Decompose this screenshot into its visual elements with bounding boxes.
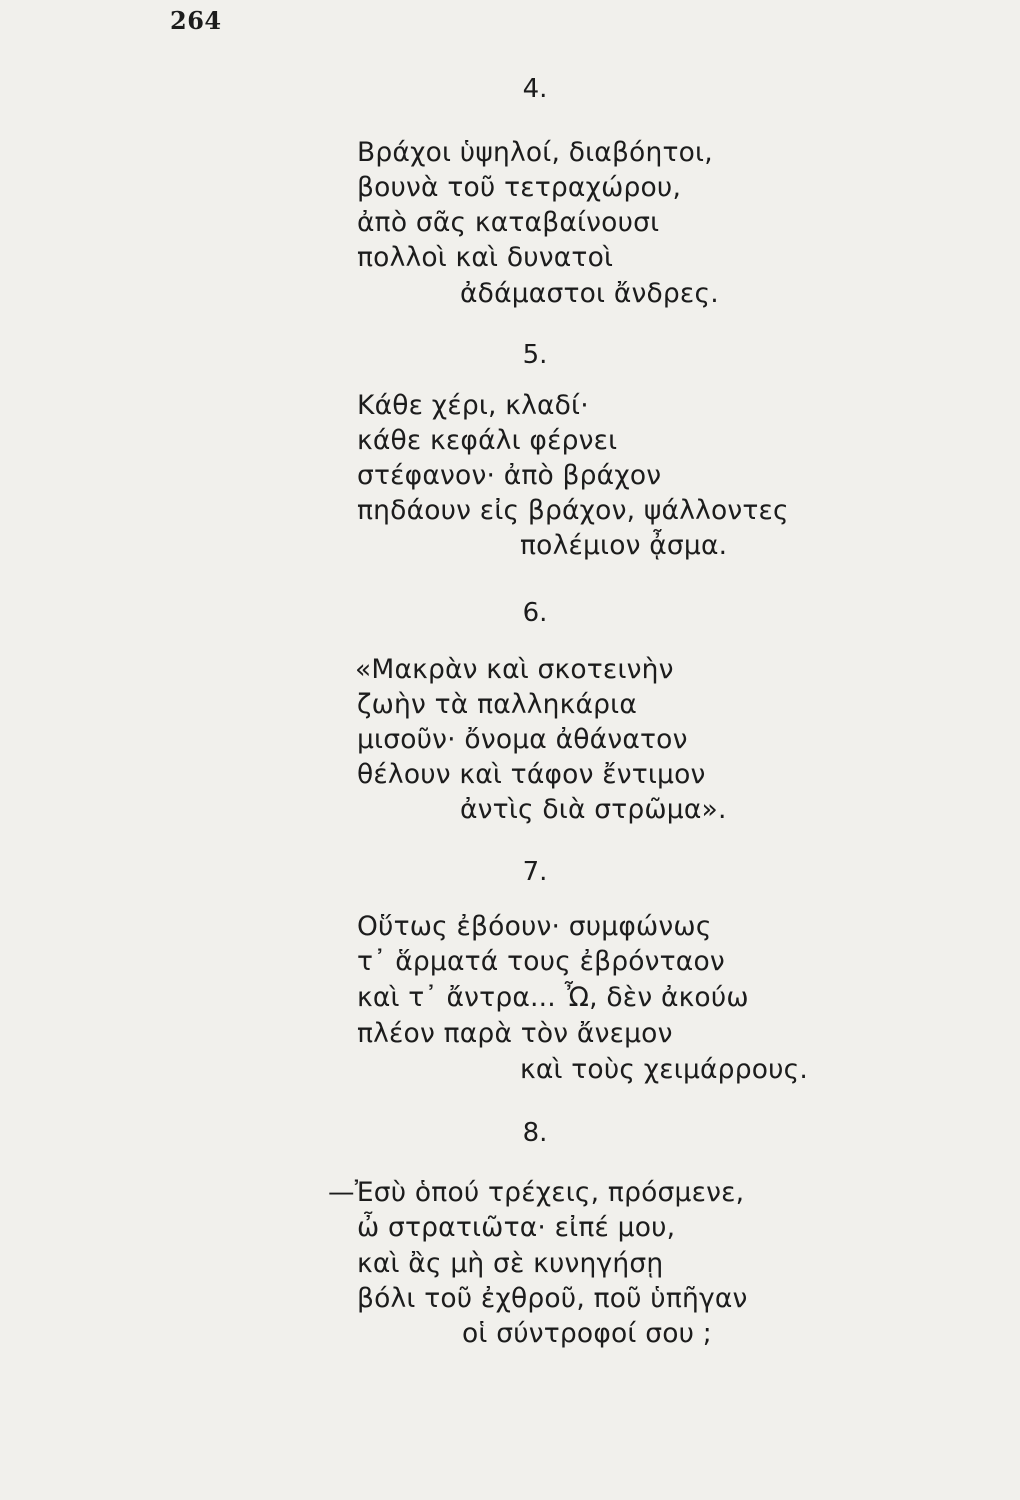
verse-line: πηδάουν εἰς βράχον, ψάλλοντες (357, 495, 789, 526)
verse-line: Βράχοι ὑψηλοί, διαβόητοι, (357, 137, 713, 168)
verse-line: πολλοὶ καὶ δυνατοὶ (357, 242, 614, 273)
verse-line: βόλι τοῦ ἐχθροῦ, ποῦ ὑπῆγαν (357, 1283, 748, 1314)
verse-line: πλέον παρὰ τὸν ἄνεμον (357, 1018, 673, 1049)
verse-line: ἀντὶς διὰ στρῶμα». (460, 794, 727, 825)
page-number: 264 (170, 6, 222, 35)
verse-line: «Μακρὰν καὶ σκοτεινὴν (355, 654, 674, 685)
verse-line: ἀδάμαστοι ἄνδρες. (460, 278, 719, 309)
verse-line: Κάθε χέρι, κλαδί· (357, 390, 589, 421)
verse-line: καὶ ἂς μὴ σὲ κυνηγήσῃ (357, 1248, 664, 1279)
stanza-number: 4. (522, 74, 548, 104)
verse-line: οἱ σύντροφοί σου ; (462, 1318, 712, 1349)
verse-line: ὦ στρατιῶτα· εἰπέ μου, (357, 1212, 676, 1243)
stanza-number: 5. (522, 340, 548, 370)
verse-line: —Ἐσὺ ὁπού τρέχεις, πρόσμενε, (328, 1177, 745, 1208)
verse-line: πολέμιον ᾆσμα. (520, 530, 728, 561)
verse-line: μισοῦν· ὄνομα ἀθάνατον (357, 724, 688, 755)
verse-line: ἀπὸ σᾶς καταβαίνουσι (357, 207, 660, 238)
verse-line: στέφανον· ἀπὸ βράχον (357, 460, 662, 491)
verse-line: θέλουν καὶ τάφον ἔντιμον (357, 759, 706, 790)
stanza-number: 6. (522, 598, 548, 628)
verse-line: ζωὴν τὰ παλληκάρια (357, 689, 637, 720)
verse-line: Οὕτως ἐβόουν· συμφώνως (357, 911, 712, 942)
verse-line: βουνὰ τοῦ τετραχώρου, (357, 172, 682, 203)
verse-line: κάθε κεφάλι φέρνει (357, 425, 618, 456)
stanza-number: 7. (522, 857, 548, 887)
stanza-number: 8. (522, 1118, 548, 1148)
verse-line: τ᾽ ἅρματά τους ἐβρόνταον (357, 946, 725, 977)
verse-line: καὶ τ᾽ ἄντρα... Ὦ, δὲν ἀκούω (357, 982, 749, 1013)
verse-line: καὶ τοὺς χειμάρρους. (520, 1054, 809, 1085)
